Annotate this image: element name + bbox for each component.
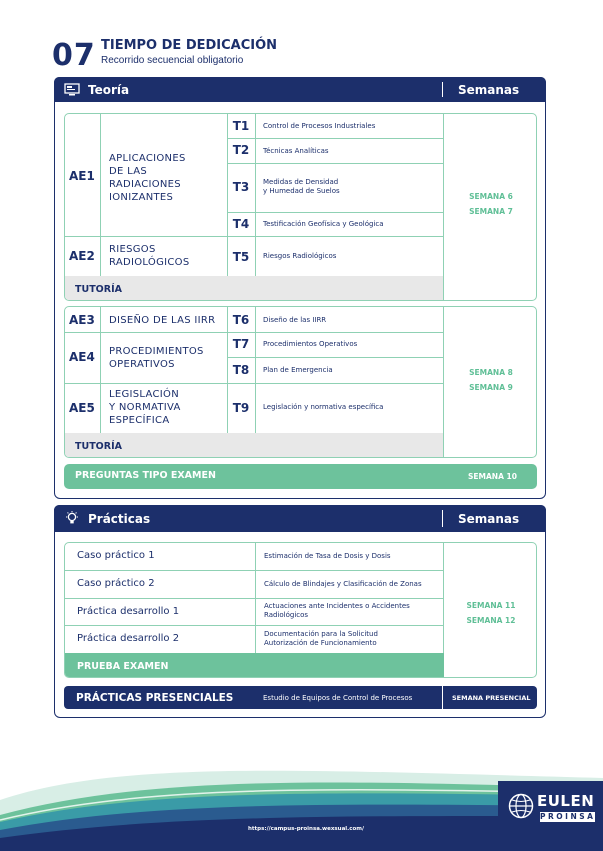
divider	[65, 570, 443, 571]
monitor-icon	[64, 83, 80, 97]
exam-questions-bar	[64, 464, 537, 489]
topic-desc: Diseño de las IIRR	[263, 316, 327, 324]
divider	[65, 332, 443, 333]
topic-desc: Legislación y normativa específica	[263, 403, 384, 411]
ae-name: PROCEDIMIENTOS OPERATIVOS	[109, 346, 204, 370]
practicas-weeks-header: Semanas	[458, 511, 520, 526]
ae-code: AE3	[69, 313, 95, 327]
presenciales-label: PRÁCTICAS PRESENCIALES	[76, 692, 234, 704]
weeks-label: SEMANA 11 SEMANA 12	[466, 601, 516, 625]
divider	[442, 686, 443, 709]
divider	[227, 357, 443, 358]
topic-code: T3	[232, 180, 250, 194]
topic-desc: Control de Procesos Industriales	[263, 122, 376, 130]
divider	[65, 236, 443, 237]
divider	[65, 625, 443, 626]
weeks-label: SEMANA 6 SEMANA 7	[469, 192, 513, 216]
ae-code: AE5	[69, 401, 95, 415]
topic-desc: Técnicas Analíticas	[263, 147, 329, 155]
tutoria-row: TUTORÍA	[65, 433, 443, 458]
ae-name: RIESGOS RADIOLÓGICOS	[109, 244, 190, 268]
header-divider	[442, 510, 443, 527]
divider	[65, 383, 443, 384]
practica-desc: Cálculo de Blindajes y Clasificación de Zonas	[264, 580, 422, 588]
company-logo	[498, 781, 603, 833]
exam-questions-week: SEMANA 10	[468, 472, 517, 481]
topic-desc: Procedimientos Operativos	[263, 340, 358, 348]
teoria-header-bar	[54, 77, 546, 102]
topic-code: T1	[232, 119, 250, 133]
presenciales-desc: Estudio de Equipos de Control de Procesos	[263, 694, 413, 702]
divider	[100, 114, 101, 276]
prueba-examen-row: PRUEBA EXAMEN	[65, 653, 444, 678]
topic-desc: Medidas de Densidad y Humedad de Suelos	[263, 178, 340, 195]
logo-bottom-text: PROINSA	[540, 812, 596, 821]
practicas-presenciales-bar	[64, 686, 537, 709]
presenciales-week: SEMANA PRESENCIAL	[452, 694, 531, 702]
lightbulb-icon	[64, 512, 80, 526]
topic-code: T9	[232, 401, 250, 415]
practica-name: Caso práctico 1	[77, 550, 155, 561]
divider	[65, 598, 443, 599]
footer-url[interactable]: https://campus-proinsa.wexsual.com/	[248, 826, 365, 832]
divider	[255, 307, 256, 433]
practica-desc: Actuaciones ante Incidentes o Accidentes Radiológicos	[264, 602, 410, 619]
divider	[227, 212, 443, 213]
practicas-group	[64, 542, 537, 678]
topic-code: T5	[232, 250, 250, 264]
practicas-header-bar	[54, 505, 546, 532]
topic-code: T2	[232, 143, 250, 157]
page-title: TIEMPO DE DEDICACIÓN	[101, 38, 278, 53]
practica-name: Caso práctico 2	[77, 578, 155, 589]
header-divider	[442, 82, 443, 97]
topic-code: T4	[232, 217, 250, 231]
topic-desc: Plan de Emergencia	[263, 366, 333, 374]
ae-code: AE4	[69, 350, 95, 364]
topic-desc: Testificación Geofísica y Geológica	[263, 220, 384, 228]
topic-code: T8	[232, 363, 250, 377]
divider	[227, 138, 443, 139]
ae-code: AE1	[69, 169, 95, 183]
ae-name: LEGISLACIÓN Y NORMATIVA ESPECÍFICA	[109, 389, 181, 426]
practica-name: Práctica desarrollo 1	[77, 606, 180, 617]
topic-code: T7	[232, 337, 250, 351]
practicas-title: Prácticas	[88, 511, 151, 526]
exam-questions-label: PREGUNTAS TIPO EXAMEN	[75, 470, 216, 481]
theory-group-2	[64, 306, 537, 458]
tutoria-row: TUTORÍA	[65, 276, 443, 301]
page-subtitle: Recorrido secuencial obligatorio	[101, 55, 244, 66]
practica-name: Práctica desarrollo 2	[77, 633, 180, 644]
weeks-label: SEMANA 8 SEMANA 9	[469, 368, 513, 392]
divider	[100, 307, 101, 433]
topic-desc: Riesgos Radiológicos	[263, 252, 337, 260]
teoria-title: Teoría	[88, 82, 130, 97]
ae-name: APLICACIONES DE LAS RADIACIONES IONIZANTES	[109, 153, 186, 203]
globe-icon	[508, 793, 534, 819]
topic-code: T6	[232, 313, 250, 327]
logo-top-text: EULEN	[537, 792, 595, 810]
ae-name: DISEÑO DE LAS IIRR	[109, 315, 216, 326]
divider	[227, 163, 443, 164]
practica-desc: Documentación para la Solicitud Autorización de Funcionamiento	[264, 630, 378, 647]
theory-group-1	[64, 113, 537, 301]
teoria-weeks-header: Semanas	[458, 82, 520, 97]
section-number: 07	[52, 38, 96, 73]
ae-code: AE2	[69, 249, 95, 263]
practica-desc: Estimación de Tasa de Dosis y Dosis	[264, 552, 391, 560]
